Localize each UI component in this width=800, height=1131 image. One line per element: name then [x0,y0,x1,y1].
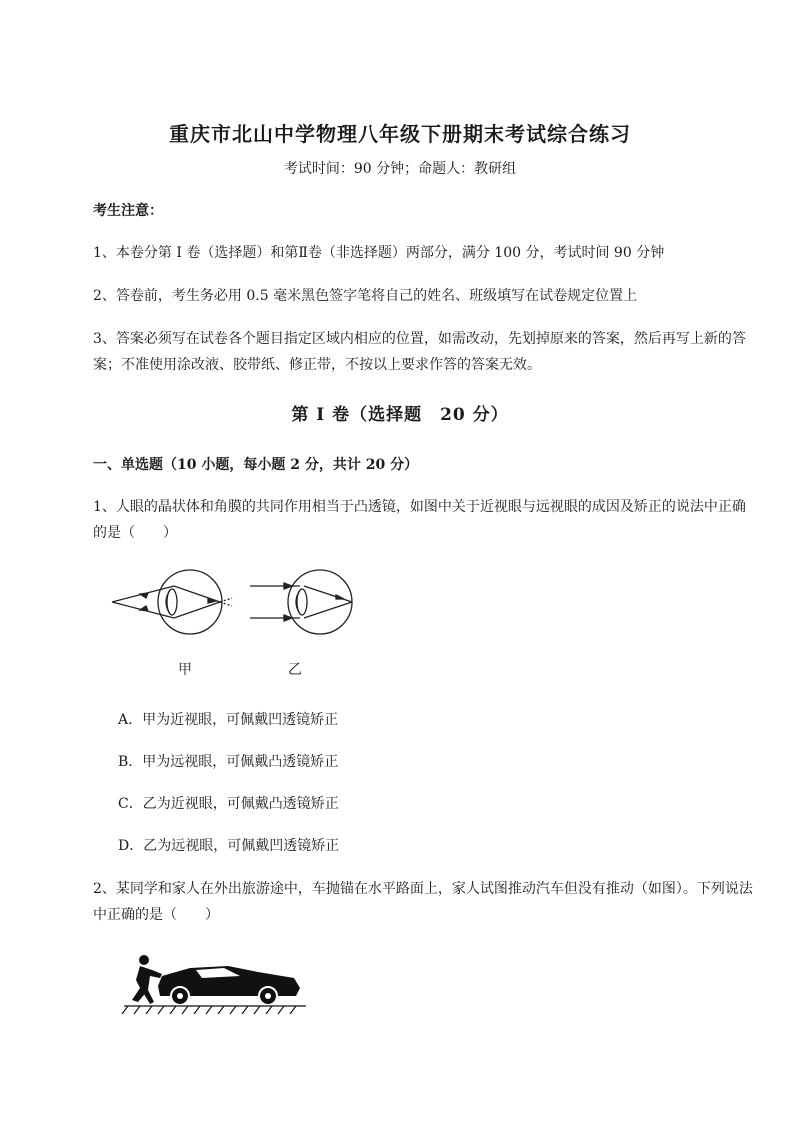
exam-title: 重庆市北山中学物理八年级下册期末考试综合练习 [169,122,631,146]
eye-diagram-jia [112,570,232,634]
question-2-stem: 2、某同学和家人在外出旅游途中，车抛锚在水平路面上，家人试图推动汽车但没有推动（如图）。下列说法中正确的是（ ） [93,881,753,923]
notice-item-2: 2、答卷前，考生务必用 0.5 毫米黑色签字笔将自己的姓名、班级填写在试卷规定位置上 [93,288,638,304]
exam-subtitle: 考试时间：90 分钟；命题人：教研组 [283,161,517,177]
notice-item-3: 3、答案必须写在试卷各个题目指定区域内相应的位置，如需改动，先划掉原来的答案，然后再写上新的答案；不准使用涂改液、胶带纸、修正带，不按以上要求作答的答案无效。 [93,331,746,373]
part-heading: 一、单选题（10 小题，每小题 2 分，共计 20 分） [93,457,419,473]
person-pushing-icon [132,955,162,1004]
notice-heading: 考生注意： [93,203,163,219]
car-push-figure [118,950,308,1022]
question-1-option-a[interactable]: A．甲为近视眼，可佩戴凹透镜矫正 [118,712,339,728]
eye-diagram-yi [250,570,352,634]
car-icon [158,966,300,1005]
eye-diagram-figure [108,568,368,688]
question-1-stem: 1、人眼的晶状体和角膜的共同作用相当于凸透镜，如图中关于近视眼与远视眼的成因及矫正的说法中正确的是（ ） [93,499,746,541]
question-1-option-b[interactable]: B．甲为远视眼，可佩戴凸透镜矫正 [118,754,339,770]
notice-item-1: 1、本卷分第 I 卷（选择题）和第Ⅱ卷（非选择题）两部分，满分 100 分，考试时间 90 分钟 [93,245,665,261]
figure-label-jia: 甲 [178,661,192,677]
section-title: 第 I 卷（选择题 20 分） [291,405,509,425]
question-1-option-d[interactable]: D．乙为远视眼，可佩戴凹透镜矫正 [118,838,340,854]
question-1-option-c[interactable]: C．乙为近视眼，可佩戴凸透镜矫正 [118,796,339,812]
ground-hatch [122,1006,306,1014]
figure-label-yi: 乙 [288,661,302,677]
